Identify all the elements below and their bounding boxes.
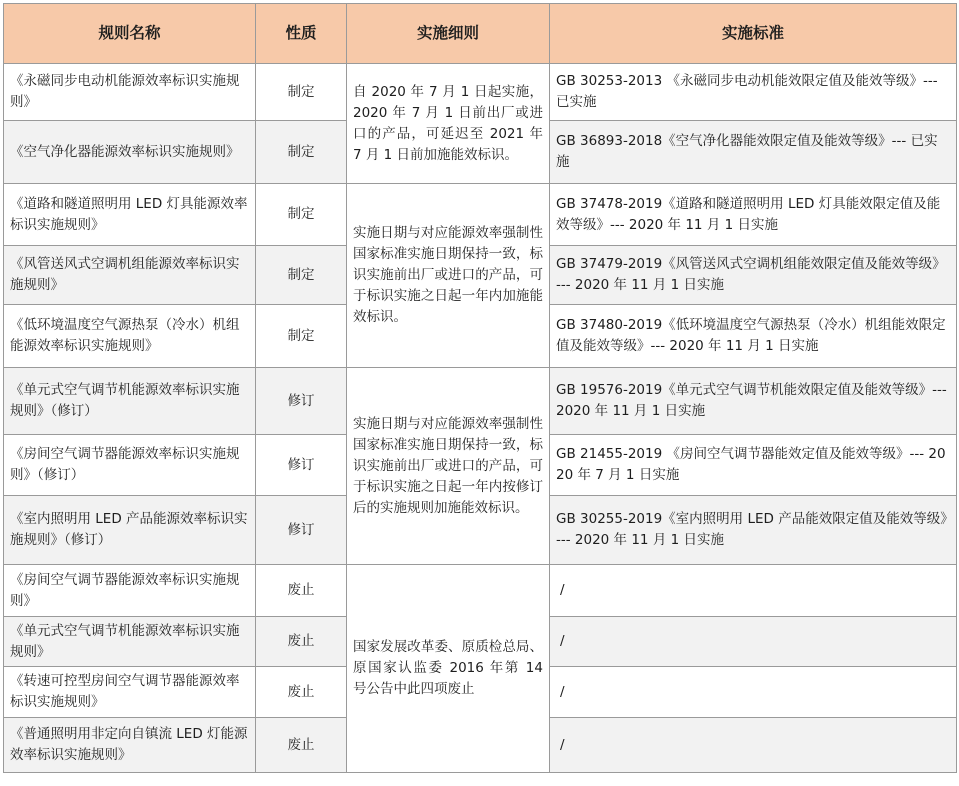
rule-nature: 废止 [256, 718, 347, 773]
rule-nature: 修订 [256, 496, 347, 565]
header-row [4, 4, 957, 64]
header-standard: 实施标准 [550, 4, 957, 64]
rule-name: 《房间空气调节器能源效率标识实施规则》（修订） [4, 435, 256, 496]
table-row [4, 184, 957, 246]
rule-name: 《单元式空气调节机能源效率标识实施规则》（修订） [4, 368, 256, 435]
rule-standard: GB 30255-2019《室内照明用 LED 产品能效限定值及能效等级》--- 2020 年 11 月 1 日实施 [550, 496, 957, 565]
rule-nature: 修订 [256, 435, 347, 496]
energy-label-rules-table [3, 3, 957, 773]
rule-nature: 制定 [256, 184, 347, 246]
rule-name: 《空气净化器能源效率标识实施规则》 [4, 121, 256, 184]
header-nature: 性质 [256, 4, 347, 64]
table-row [4, 64, 957, 121]
header-detail: 实施细则 [347, 4, 550, 64]
rule-nature: 制定 [256, 121, 347, 184]
rule-name: 《转速可控型房间空气调节器能源效率标识实施规则》 [4, 667, 256, 718]
rule-name: 《风管送风式空调机组能源效率标识实施规则》 [4, 246, 256, 305]
rule-name: 《房间空气调节器能源效率标识实施规则》 [4, 565, 256, 617]
table-row [4, 368, 957, 435]
rule-detail-group-3: 实施日期与对应能源效率强制性国家标准实施日期保持一致，标识实施前出厂或进口的产品，可于标识实施之日起一年内按修订后的实施规则加施能效标识。 [347, 368, 550, 565]
rule-nature: 废止 [256, 617, 347, 667]
rule-standard: / [550, 565, 957, 617]
header-rule-name: 规则名称 [4, 4, 256, 64]
rule-standard: GB 37479-2019《风管送风式空调机组能效限定值及能效等级》--- 2020 年 11 月 1 日实施 [550, 246, 957, 305]
rule-name: 《普通照明用非定向自镇流 LED 灯能源效率标识实施规则》 [4, 718, 256, 773]
rule-name: 《永磁同步电动机能源效率标识实施规则》 [4, 64, 256, 121]
rule-detail-group-1: 自 2020 年 7 月 1 日起实施，2020 年 7 月 1 日前出厂或进口的产品，可延迟至 2021 年 7 月 1 日前加施能效标识。 [347, 64, 550, 184]
rule-standard: GB 36893-2018《空气净化器能效限定值及能效等级》--- 已实施 [550, 121, 957, 184]
table-row [4, 565, 957, 617]
rule-nature: 制定 [256, 246, 347, 305]
rule-standard: GB 37478-2019《道路和隧道照明用 LED 灯具能效限定值及能效等级》--- 2020 年 11 月 1 日实施 [550, 184, 957, 246]
rule-name: 《低环境温度空气源热泵（冷水）机组能源效率标识实施规则》 [4, 305, 256, 368]
rule-nature: 制定 [256, 64, 347, 121]
rule-standard: GB 21455-2019 《房间空气调节器能效定值及能效等级》--- 2020 年 7 月 1 日实施 [550, 435, 957, 496]
rule-standard: GB 19576-2019《单元式空气调节机能效限定值及能效等级》--- 2020 年 11 月 1 日实施 [550, 368, 957, 435]
rule-standard: GB 30253-2013 《永磁同步电动机能效限定值及能效等级》--- 已实施 [550, 64, 957, 121]
rule-nature: 废止 [256, 667, 347, 718]
rule-nature: 制定 [256, 305, 347, 368]
rule-name: 《道路和隧道照明用 LED 灯具能源效率标识实施规则》 [4, 184, 256, 246]
rule-standard: GB 37480-2019《低环境温度空气源热泵（冷水）机组能效限定值及能效等级》--- 2020 年 11 月 1 日实施 [550, 305, 957, 368]
rule-detail-group-2: 实施日期与对应能源效率强制性国家标准实施日期保持一致，标识实施前出厂或进口的产品，可于标识实施之日起一年内加施能效标识。 [347, 184, 550, 368]
rule-standard: / [550, 667, 957, 718]
rule-name: 《室内照明用 LED 产品能源效率标识实施规则》（修订） [4, 496, 256, 565]
rule-detail-group-4: 国家发展改革委、原质检总局、原国家认监委 2016 年第 14 号公告中此四项废止 [347, 565, 550, 773]
rule-standard: / [550, 718, 957, 773]
rule-name: 《单元式空气调节机能源效率标识实施规则》 [4, 617, 256, 667]
rule-nature: 废止 [256, 565, 347, 617]
rule-standard: / [550, 617, 957, 667]
rule-nature: 修订 [256, 368, 347, 435]
